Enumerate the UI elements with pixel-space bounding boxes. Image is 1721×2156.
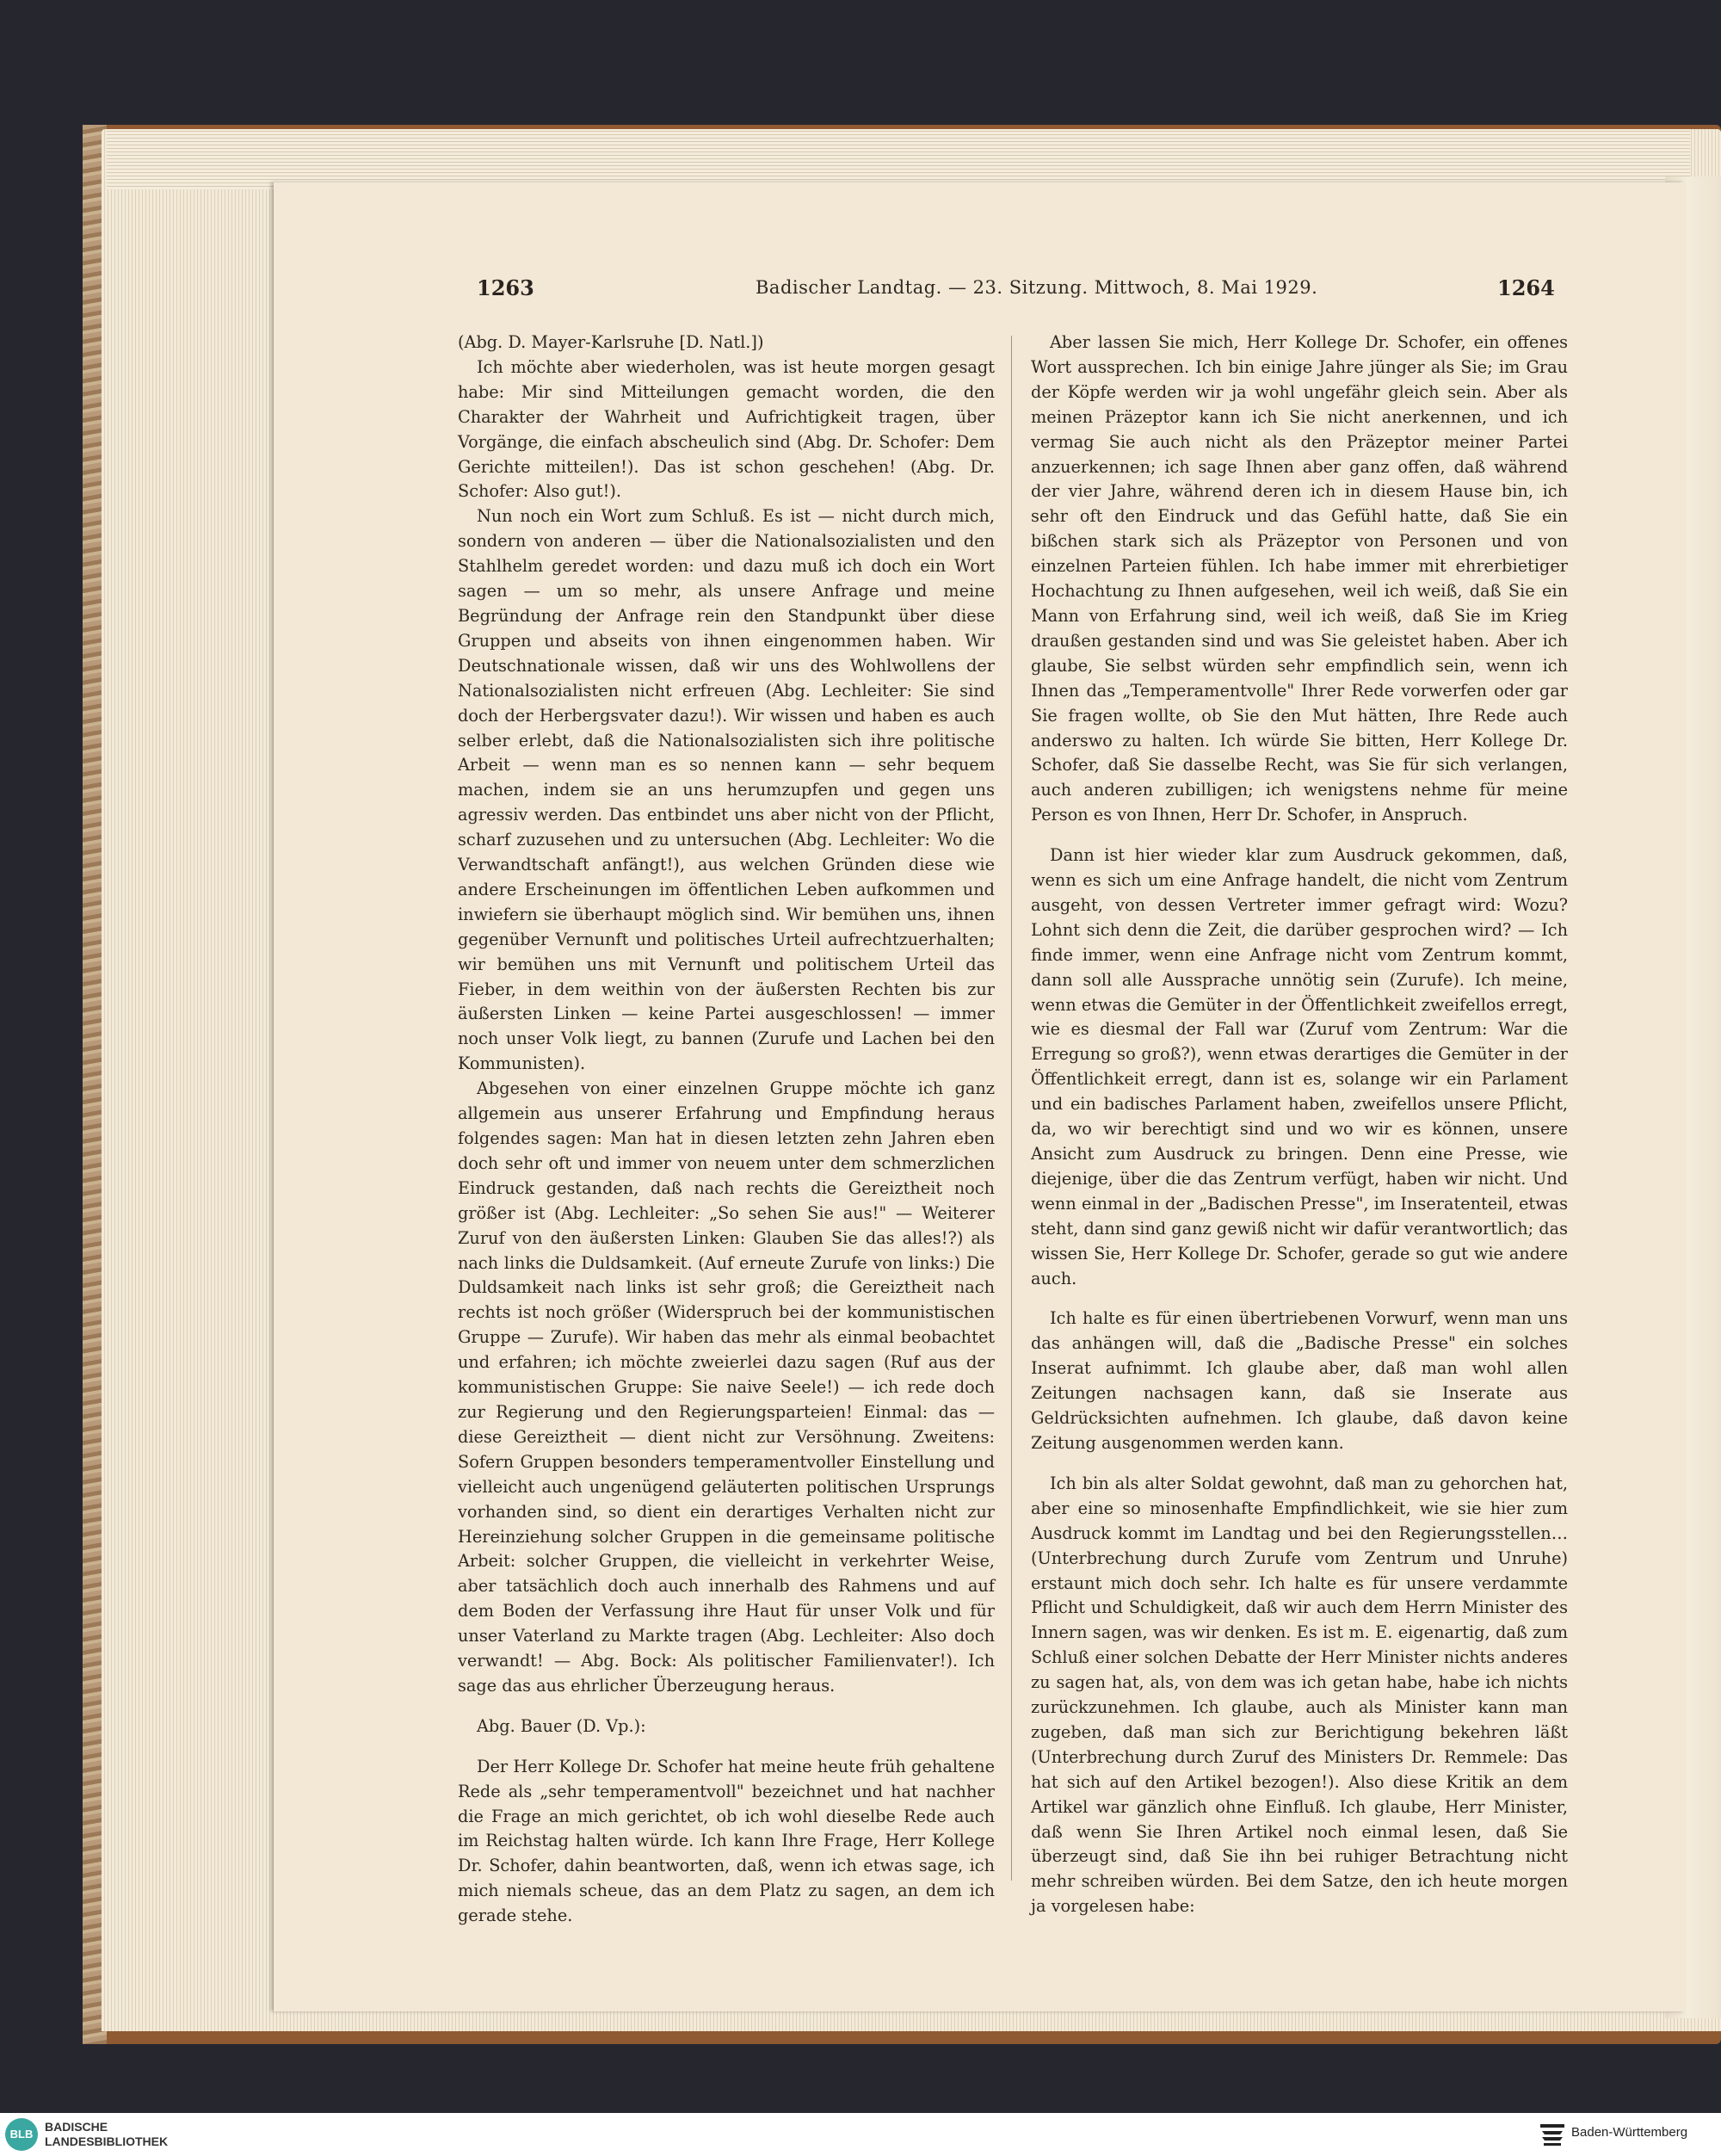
- state-coat-of-arms-icon: [1539, 2122, 1566, 2147]
- page-edges-top: [107, 129, 1690, 189]
- viewer-footer: [0, 2113, 1721, 2156]
- library-name[interactable]: [45, 2120, 168, 2149]
- right-column: [1031, 331, 1568, 1917]
- printed-page: [274, 182, 1685, 2011]
- running-header: [274, 275, 1555, 310]
- column-rule: [1011, 336, 1012, 1881]
- paragraph: Nun noch ein Wort zum Schluß. Es ist — nicht durch mich, sondern von anderen — über die Nationalsozialisten und den Stahlhelm geredet worden: und dazu muß ich doch ein Wort sagen — um so mehr, als unsere Anfrage und meine Begründung der Anfrage rein den Standpunkt über diese Gruppen und abseits von ihnen eingenommen haben. Wir Deutschnationale wissen, daß wir uns des Wohlwollens der Nationalsozialisten nicht erfreuen (Abg. Lechleiter: Sie sind doch der Herbergsvater dazu!). Wir wissen und haben es auch selber erlebt, daß die Nationalsozialisten sich ihre politische Arbeit — wenn man es so nennen kann — sehr bequem machen, indem sie an uns herumzupfen und gegen uns agressiv werden. Das entbindet uns aber nicht von der Pflicht, scharf zuzusehen und zu untersuchen (Abg. Lechleiter: Wo die Verwandtschaft anfängt!), aus welchen Gründen diese wie andere Erscheinungen im öffentlichen Leben aufkommen und inwiefern sie überhaupt möglich sind. Wir bemühen uns, ihnen gegenüber Vernunft und politisches Urteil aufrechtzuerhalten; wir bemühen uns mit Vernunft und politischem Urteil das Fieber, in dem weithin von der äußersten Rechten bis zur äußersten Linken — keine Partei ausgeschlossen! — immer noch unser Volk liegt, zu bannen (Zurufe und Lachen bei den Kommunisten).: [458, 506, 995, 1074]
- state-name[interactable]: Baden-Württemberg: [1571, 2125, 1688, 2140]
- paragraph: Abgesehen von einer einzelnen Gruppe möchte ich ganz allgemein aus unserer Erfahrung und Empfindung heraus folgendes sagen: Man hat in diesen letzten zehn Jahren eben doch sehr oft und immer von neuem unter dem schmerzlichen Eindruck gestanden, daß nach rechts die Gereiztheit noch größer ist (Abg. Lechleiter: „So sehen Sie aus!" — Weiterer Zuruf von den äußersten Linken: Glauben Sie das alles!?) als nach links die Duldsamkeit. (Auf erneute Zurufe von links:) Die Duldsamkeit nach links ist sehr groß; die Gereiztheit nach rechts ist noch größer (Widerspruch bei der kommunistischen Gruppe — Zurufe). Wir haben das mehr als einmal beobachtet und erfahren; ich möchte zweierlei dazu sagen (Ruf aus der kommunistischen Gruppe: Sie naive Seele!) — ich rede doch zur Regierung und den Regierungsparteien! Einmal: das — diese Gereiztheit — dient nicht zur Versöhnung. Zweitens: Sofern Gruppen besonders temperamentvoller Einstellung und vielleicht auch ungenügend geläuterten politischen Ursprungs vorhanden sind, so dient ein derartiges Verhalten nicht zur Hereinziehung solcher Gruppen in die gemeinsame politische Arbeit: solcher Gruppen, die vielleicht in verkehrter Weise, aber tatsächlich doch auch innerhalb des Rahmens und auf dem Boden der Verfassung ihre Haut für unser Volk und für unser Vaterland zu Markte tragen (Abg. Lechleiter: Also doch verwandt! — Abg. Bock: Als politischer Familienvater!). Ich sage das aus ehrlicher Überzeugung heraus.: [458, 1078, 995, 1696]
- paragraph: Der Herr Kollege Dr. Schofer hat meine heute früh gehaltene Rede als „sehr temperamentvoll" bezeichnet und hat nachher die Frage an mich gerichtet, ob ich wohl dieselbe Rede auch im Reichstag halten würde. Ich kann Ihre Frage, Herr Kollege Dr. Schofer, dahin beantworten, daß, wenn ich etwas sage, ich mich niemals scheue, das an dem Platz zu sagen, an dem ich gerade stehe.: [458, 1756, 995, 1926]
- paragraph: Aber lassen Sie mich, Herr Kollege Dr. Schofer, ein offenes Wort aussprechen. Ich bin einige Jahre jünger als Sie; im Grau der Köpfe werden wir ja wohl ungefähr gleich sein. Aber als meinen Präzeptor kann ich Sie nicht anerkennen, und ich vermag Sie auch nicht als den Präzeptor meiner Partei anzuerkennen; ich sage Ihnen aber ganz offen, daß während der vier Jahre, während deren ich in diesem Hause bin, ich sehr oft den Eindruck und das Gefühl hatte, daß Sie ein bißchen stark sich als Präzeptor von Personen und von einzelnen Parteien fühlen. Ich habe immer mit ehrerbietiger Hochachtung zu Ihnen aufgesehen, weil ich weiß, daß Sie ein Mann von Erfahrung sind, weil ich weiß, daß Sie im Krieg draußen gestanden sind und was Sie geleistet haben. Aber ich glaube, Sie selbst würden sehr empfindlich sein, wenn ich Ihnen das „Temperamentvolle" Ihrer Rede vorwerfen oder gar Sie fragen wollte, ob Sie den Mut hätten, Ihre Rede auch anderswo zu halten. Ich würde Sie bitten, Herr Kollege Dr. Schofer, daß Sie dasselbe Recht, was Sie für sich verlangen, auch anderen zubilligen; ich wenigstens nehme für meine Person es von Ihnen, Herr Dr. Schofer, in Anspruch.: [1031, 332, 1568, 825]
- page-number-left: 1263: [477, 275, 534, 300]
- page-number-right: 1264: [1497, 275, 1555, 300]
- left-column: [458, 331, 995, 1926]
- paragraph: (Abg. D. Mayer-Karlsruhe [D. Natl.]): [458, 332, 764, 352]
- paragraph: Abg. Bauer (D. Vp.):: [477, 1715, 646, 1736]
- blb-logo-icon[interactable]: BLB: [5, 2118, 38, 2151]
- paragraph: Dann ist hier wieder klar zum Ausdruck gekommen, daß, wenn es sich um eine Anfrage handelt, die nicht vom Zentrum ausgeht, von dessen Vertreter immer gefragt wird: Wozu? Lohnt sich denn die Zeit, die darüber gesprochen wird? — Ich finde immer, wenn eine Anfrage nicht vom Zentrum kommt, dann soll alle Aussprache unnötig sein (Zurufe). Ich meine, wenn etwas die Gemüter in der Öffentlichkeit zweifellos erregt, wie es diesmal der Fall war (Zuruf vom Zentrum: War die Erregung so groß?), wenn etwas derartiges die Gemüter in der Öffentlichkeit erregt, dann ist es, solange wir ein Parlament und ein badisches Parlament haben, zweifellos unsere Pflicht, da, wo wir berechtigt sind und wo wir es können, unsere Ansicht zum Ausdruck zu bringen. Denn eine Presse, wie diejenige, über die das Zentrum verfügt, haben wir nicht. Und wenn einmal in der „Badischen Presse", im Inseratenteil, etwas steht, dann sind ganz gewiß nicht wir dafür verantwortlich; das wissen Sie, Herr Kollege Dr. Schofer, gerade so gut wie andere auch.: [1031, 845, 1568, 1288]
- library-name-line1: BADISCHE: [45, 2120, 108, 2134]
- paragraph: Ich möchte aber wiederholen, was ist heute morgen gesagt habe: Mir sind Mitteilungen gemacht worden, die den Charakter der Wahrheit und Aufrichtigkeit tragen, über Vorgänge, die einfach abscheulich sind (Abg. Dr. Schofer: Dem Gerichte mitteilen!). Das ist schon geschehen! (Abg. Dr. Schofer: Also gut!).: [458, 356, 995, 502]
- paragraph: Ich bin als alter Soldat gewohnt, daß man zu gehorchen hat, aber eine so minosenhafte Empfindlichkeit, wie sie hier zum Ausdruck kommt im Landtag und bei den Regierungsstellen… (Unterbrechung durch Zurufe vom Zentrum und Unruhe) erstaunt mich doch sehr. Ich halte es für unsere verdammte Pflicht und Schuldigkeit, daß wir auch dem Herrn Minister des Innern sagen, was wir denken. Es ist m. E. eigenartig, daß zum Schluß einer solchen Debatte der Herr Minister nichts anderes zu sagen hat, als, von dem was ich getan habe, habe ich nichts zurückzunehmen. Ich glaube, auch als Minister kann man zugeben, daß man sich zur Berichtigung bekehren läßt (Unterbrechung durch Zuruf des Ministers Dr. Remmele: Das hat sich auf den Artikel bezogen!). Also diese Kritik an dem Artikel war gänzlich ohne Einfluß. Ich glaube, Herr Minister, daß wenn Sie Ihren Artikel noch einmal lesen, daß Sie überzeugt sind, daß Sie ihn bei ruhiger Betrachtung nicht mehr schreiben würden. Bei dem Satze, den ich heute morgen ja vorgelesen habe:: [1031, 1473, 1568, 1917]
- library-name-line2: LANDESBIBLIOTHEK: [45, 2134, 169, 2148]
- paragraph: Ich halte es für einen übertriebenen Vorwurf, wenn man uns das anhängen will, daß die „Badische Presse" ein solches Inserat aufnimmt. Ich glaube aber, daß man wohl allen Zeitungen nachsagen kann, daß sie Inserate aus Geldrücksichten aufnehmen. Ich glaube, daß davon keine Zeitung ausgenommen werden kann.: [1031, 1308, 1568, 1453]
- running-title: Badischer Landtag. — 23. Sitzung. Mittwoch, 8. Mai 1929.: [756, 277, 1318, 298]
